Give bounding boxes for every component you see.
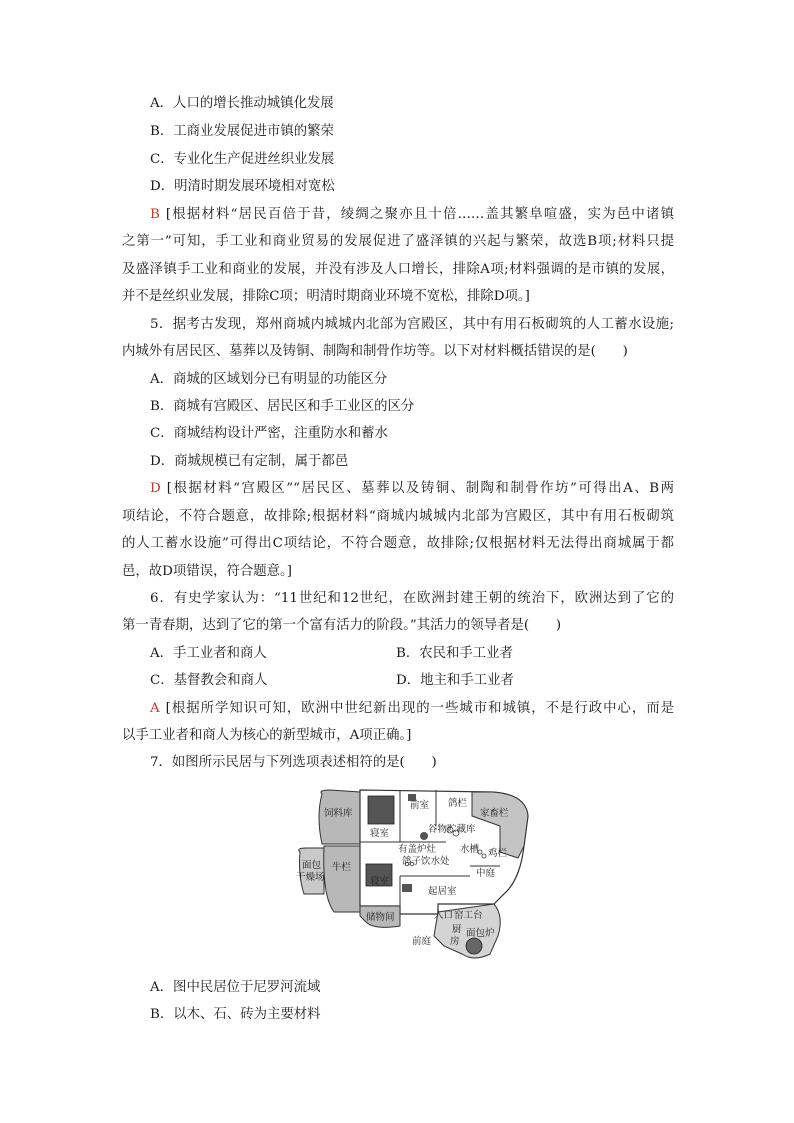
- q7-option-b: B．以木、石、砖为主要材料: [150, 1007, 321, 1022]
- q4-explanation-line-3: 及盛泽镇手工业和商业的发展，并没有涉及人口增长，排除A项;材料强调的是市镇的发展，: [122, 262, 674, 277]
- q6-option-c: C．基督教会和商人: [150, 673, 268, 688]
- label-front-yard: 前庭: [412, 936, 432, 947]
- label-feed-store: 饲料库: [324, 808, 353, 819]
- label-bedroom-1: 寝室: [370, 828, 390, 839]
- label-front-room: 前室: [410, 800, 430, 811]
- label-storage: 储物间: [366, 912, 395, 923]
- q4-explanation-line-4: 并不是丝织业发展，排除C项；明清时期商业环境不宽松，排除D项。]: [122, 289, 530, 304]
- q4-explanation-line-1: B [根据材料“居民百倍于昔，绫绸之聚亦且十倍……盖其繁阜喧盛，实为邑中诸镇: [150, 207, 674, 222]
- q4-option-d: D．明清时期发展环境相对宽松: [150, 179, 335, 194]
- house-floor-plan-figure: [294, 786, 532, 966]
- q6-option-a: A．手工业者和商人: [150, 646, 267, 661]
- q5-explanation-line-3: 的人工蓄水设施”可得出C项结论，不符合题意，故排除;仅根据材料无法得出商城属于都: [122, 536, 674, 551]
- q5-stem-line-2: 内城外有居民区、墓葬以及铸铜、制陶和制骨作坊等。以下对材料概括错误的是( ): [122, 344, 628, 359]
- q5-explanation-line-4: 邑，故D项错误，符合题意。]: [122, 564, 292, 579]
- label-pigeon-pen: 鸽栏: [448, 798, 468, 809]
- q5-answer-letter: D: [150, 481, 161, 496]
- label-grain-store: 谷物贮藏库: [428, 824, 476, 835]
- q6-answer-letter: A: [150, 701, 160, 716]
- label-kitchen-2: 房: [450, 936, 460, 947]
- q4-answer-letter: B: [150, 207, 160, 222]
- q6-option-b: B．农民和手工业者: [396, 646, 513, 661]
- label-bread-dry-2: 干燥场: [296, 872, 325, 883]
- q5-stem-line-1: 5．据考古发现，郑州商城内城城内北部为宫殿区，其中有用石板砌筑的人工蓄水设施;: [150, 317, 674, 332]
- label-livestock-pen: 家畜栏: [480, 808, 509, 819]
- q6-explanation-line-2: 以手工业者和商人为核心的新型城市，A项正确。]: [122, 728, 412, 743]
- q4-explanation-line-2: 之第一”可知，手工业和商业贸易的发展促进了盛泽镇的兴起与繁荣，故选B项;材料只提: [122, 234, 674, 249]
- label-stove: 有盖炉灶: [398, 844, 437, 855]
- q4-option-b: B．工商业发展促进市镇的繁荣: [150, 124, 334, 139]
- label-oven: 面包炉: [466, 928, 495, 939]
- q5-option-d: D．商城规模已有定制，属于都邑: [150, 454, 349, 469]
- label-living-room: 起居室: [428, 886, 457, 897]
- label-bread-dry-1: 面包: [302, 860, 322, 871]
- label-pigeon-water: 鸽子饮水处: [402, 856, 450, 867]
- label-courtyard: 中庭: [476, 868, 496, 879]
- label-kitchen-1: 厨: [452, 924, 462, 935]
- q6-stem-line-2: 第一青春期，达到了它的第一个富有活力的阶段。”其活力的领导者是( ): [122, 618, 562, 633]
- q5-option-c: C．商城结构设计严密，注重防水和蓄水: [150, 426, 388, 441]
- q4-option-a: A．人口的增长推动城镇化发展: [150, 96, 334, 111]
- q5-explanation-line-2: 项结论，不符合题意，故排除;根据材料“商城内城城内北部为宫殿区，其中有用石板砌筑: [122, 509, 674, 524]
- label-platform: 窑工台: [454, 910, 483, 921]
- q7-option-a: A．图中民居位于尼罗河流域: [150, 980, 321, 995]
- q5-option-b: B．商城有宫殿区、居民区和手工业区的区分: [150, 399, 415, 414]
- label-bedroom-2: 寝室: [370, 876, 390, 887]
- q5-option-a: A．商城的区域划分已有明显的功能区分: [150, 372, 388, 387]
- q5-explanation-line-1: D [根据材料“宫殿区”“居民区、墓葬以及铸铜、制陶和制骨作坊”可得出A、B两: [150, 481, 674, 496]
- q6-option-d: D．地主和手工业者: [396, 673, 514, 688]
- label-cattle-pen: 牛栏: [332, 862, 352, 873]
- label-water-trough: 水槽: [460, 844, 480, 855]
- q7-stem: 7．如图所示民居与下列选项表述相符的是( ): [150, 755, 437, 770]
- label-chicken-pen: 鸡栏: [488, 848, 508, 859]
- q4-option-c: C．专业化生产促进丝织业发展: [150, 152, 335, 167]
- q6-explanation-line-1: A [根据所学知识可知，欧洲中世纪新出现的一些城市和城镇，不是行政中心，而是: [150, 701, 674, 716]
- label-entrance: 入口: [434, 910, 454, 921]
- q6-stem-line-1: 6．有史学家认为：“11世纪和12世纪，在欧洲封建王朝的统治下，欧洲达到了它的: [150, 591, 674, 606]
